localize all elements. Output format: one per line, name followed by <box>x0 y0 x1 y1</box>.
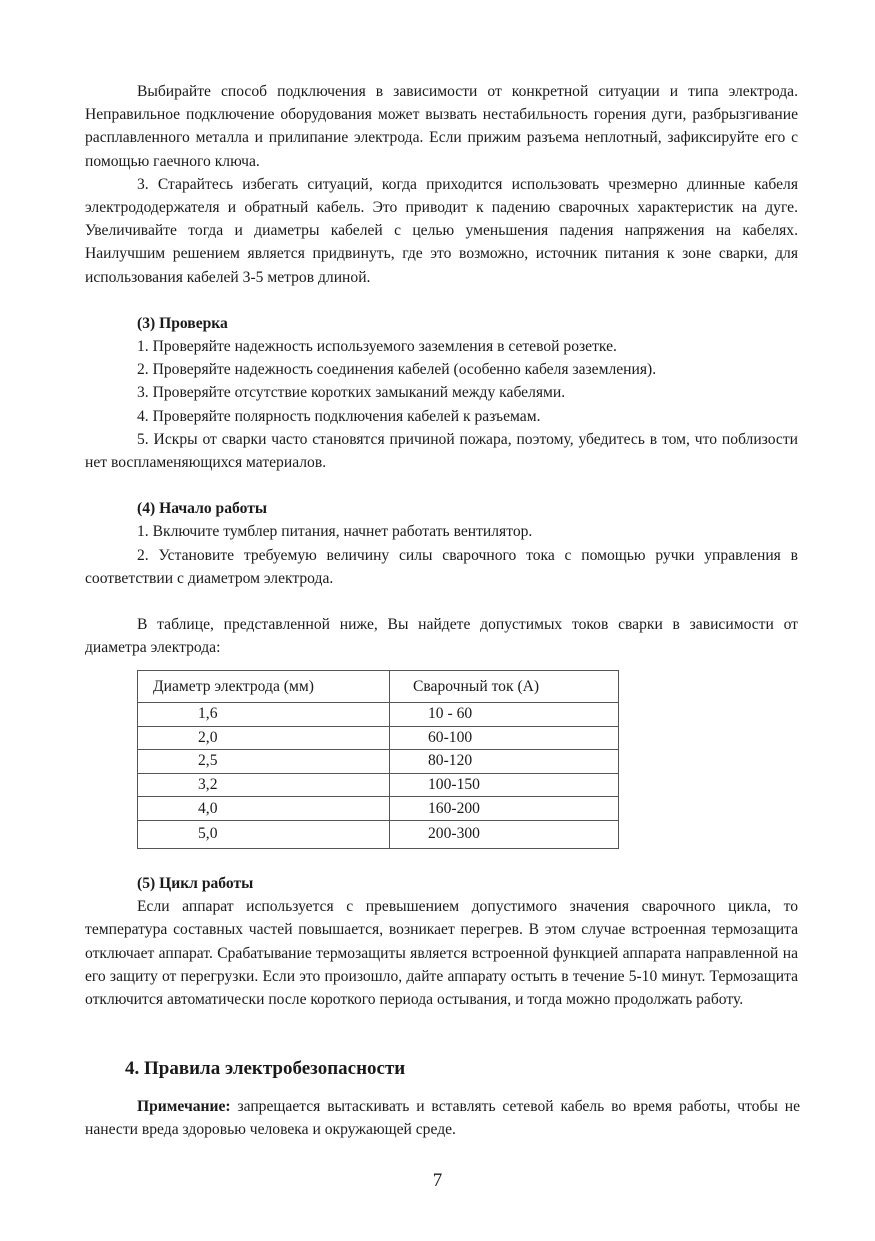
note-paragraph <box>85 1096 800 1141</box>
check-heading: (3) Проверка <box>137 314 228 332</box>
current-cell: 200-300 <box>428 825 480 843</box>
current-cell: 60-100 <box>428 728 473 746</box>
diameter-cell: 5,0 <box>198 825 218 843</box>
diameter-cell: 3,2 <box>198 776 218 794</box>
check-item: 3. Проверяйте отсутствие коротких замыканий между кабелями. <box>137 384 566 402</box>
current-cell: 10 - 60 <box>428 705 473 723</box>
table-intro: В таблице, представленной ниже, Вы найдете допустимых токов сварки в зависимости от диаметра электрода: <box>85 616 798 657</box>
table-row <box>138 773 619 797</box>
start-heading: (4) Начало работы <box>137 500 268 518</box>
current-cell: 80-120 <box>428 752 473 770</box>
table-header-diameter: Диаметр электрода (мм) <box>153 677 314 695</box>
check-item: 2. Проверяйте надежность соединения кабелей (особенно кабеля заземления). <box>137 361 657 379</box>
table-row <box>138 703 619 727</box>
cycle-block <box>85 872 798 1011</box>
start-item: 1. Включите тумблер питания, начнет работать вентилятор. <box>137 523 533 541</box>
main-text-block <box>85 80 798 659</box>
current-cell: 100-150 <box>428 776 480 794</box>
diameter-cell: 4,0 <box>198 799 218 817</box>
check-item: 4. Проверяйте полярность подключения кабелей к разъемам. <box>137 407 541 425</box>
table-row <box>138 797 619 821</box>
table-header-row <box>138 671 619 703</box>
diameter-cell: 2,0 <box>198 728 218 746</box>
note-label: Примечание: <box>137 1098 231 1115</box>
check-item: 5. Искры от сварки часто становятся причиной пожара, поэтому, убедитесь в том, что поблизости нет воспламеняющихся материалов. <box>85 430 798 472</box>
page-number: 7 <box>432 1170 443 1191</box>
table-row <box>138 820 619 848</box>
cable-length-paragraph: 3. Старайтесь избегать ситуаций, когда приходится использовать чрезмерно длинные кабеля электрододержателя и обратный кабель. Это приводит к падению сварочных характеристик на дуге. Увеличивайте тогда и диаметры кабелей с целью уменьшения падения напряжения на кабелях. Наилучшим решением является придвинуть, где это возможно, источник питания к зоне сварки, для использования кабелей 3-5 метров длиной. <box>85 175 798 286</box>
check-item: 1. Проверяйте надежность используемого заземления в сетевой розетке. <box>137 338 617 356</box>
table-header-current: Сварочный ток (А) <box>413 677 540 695</box>
diameter-cell: 1,6 <box>198 705 218 723</box>
current-cell: 160-200 <box>428 799 480 817</box>
table-row <box>138 726 619 750</box>
cycle-heading: (5) Цикл работы <box>137 875 254 892</box>
cycle-paragraph: Если аппарат используется с превышением допустимого значения сварочного цикла, то температура составных частей повышается, возникает перегрев. В этом случае встроенная термозащита отключает аппарат. Срабатывание термозащиты является встроенной функцией аппарата направленной на его защиту от перегрузки. Если это произошло, дайте аппарату остыть в течение 5-10 минут. Термозащита отключится автоматически после короткого периода остывания, и тогда можно продолжать работу. <box>85 898 798 1009</box>
section-title: 4. Правила электробезопасности <box>125 1058 406 1079</box>
diameter-cell: 2,5 <box>198 752 218 770</box>
connection-paragraph: Выбирайте способ подключения в зависимости от конкретной ситуации и типа электрода. Неправильное подключение оборудования может вызвать нестабильность горения дуги, разбрызгивание расплавленного металла и прилипание электрода. Если прижим разъема неплотный, зафиксируйте его с помощью гаечного ключа. <box>85 83 798 170</box>
start-item: 2. Установите требуемую величину силы сварочного тока с помощью ручки управления в соответствии с диаметром электрода. <box>85 546 798 587</box>
check-list <box>85 335 798 474</box>
table-row <box>138 750 619 774</box>
current-table <box>137 670 619 849</box>
note-text: запрещается вытаскивать и вставлять сетевой кабель во время работы, чтобы не нанести вреда здоровью человека и окружающей среде. <box>85 1098 800 1138</box>
